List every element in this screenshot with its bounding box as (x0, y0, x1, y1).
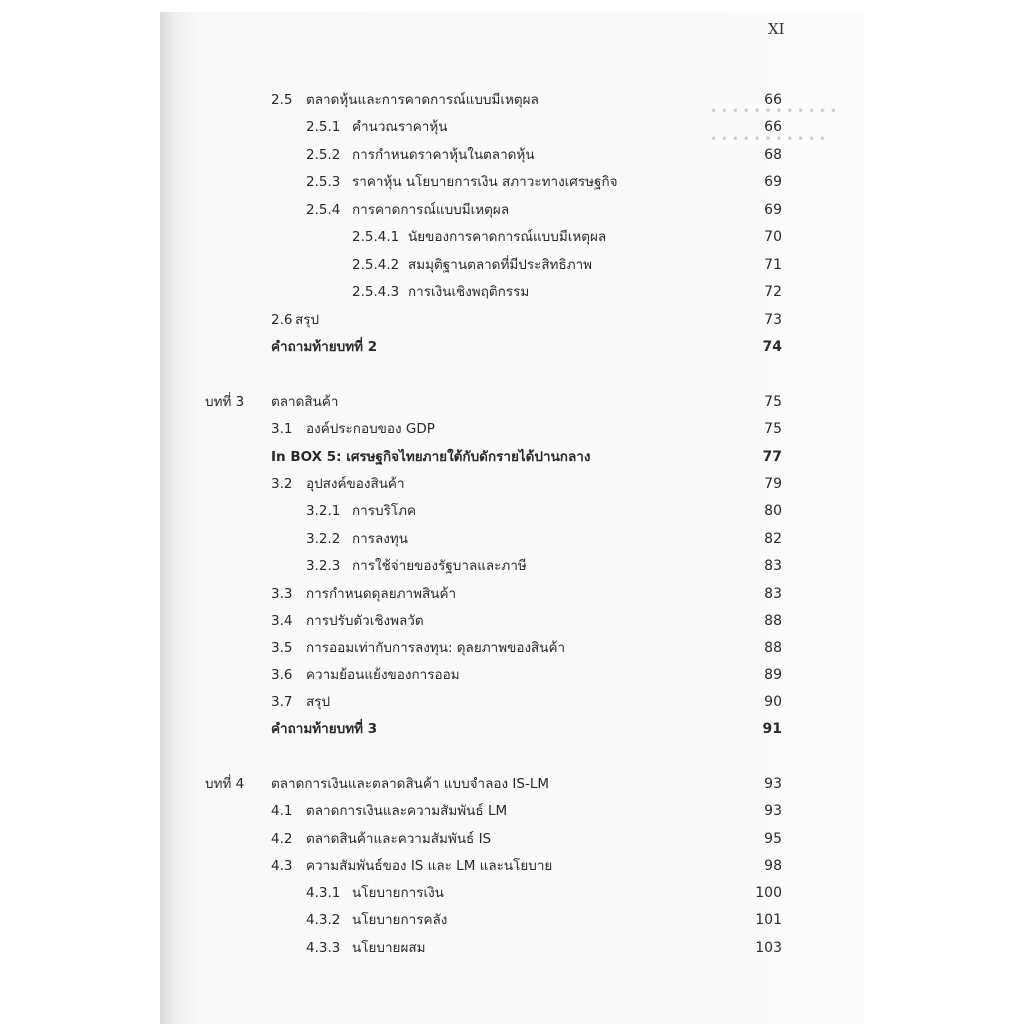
toc-title: สรุป (295, 312, 320, 328)
toc-entry (0, 418, 1024, 440)
chapter-title: ตลาดสินค้า (271, 394, 339, 410)
toc-page: 93 (764, 803, 782, 819)
toc-entry (0, 610, 1024, 632)
toc-entry (0, 882, 1024, 904)
toc-title: การกำหนดราคาหุ้นในตลาดหุ้น (352, 147, 535, 163)
toc-number: 3.6 (271, 667, 293, 683)
toc-title: นัยของการคาดการณ์แบบมีเหตุผล (408, 229, 607, 245)
toc-entry (0, 691, 1024, 713)
toc-title: นโยบายการคลัง (352, 912, 448, 928)
toc-box-entry (0, 446, 1024, 468)
toc-page: 88 (764, 613, 782, 629)
toc-page: 103 (755, 940, 782, 956)
toc-title: ความย้อนแย้งของการออม (306, 667, 460, 683)
toc-page: 98 (764, 858, 782, 874)
toc-number: 3.3 (271, 586, 293, 602)
toc-title: ตลาดการเงินและความสัมพันธ์ LM (306, 803, 508, 819)
toc-entry (0, 336, 1024, 358)
toc-entry (0, 281, 1024, 303)
toc-entry (0, 116, 1024, 138)
toc-page: 89 (764, 667, 782, 683)
toc-page: 68 (764, 147, 782, 163)
toc-entry (0, 555, 1024, 577)
toc-entry (0, 664, 1024, 686)
toc-title: การคาดการณ์แบบมีเหตุผล (352, 202, 510, 218)
toc-page: 66 (764, 119, 782, 135)
chapter-number: บทที่ 4 (205, 776, 245, 792)
toc-page: 79 (764, 476, 782, 492)
toc-entry (0, 828, 1024, 850)
toc-number: 2.5.4.1 (352, 229, 400, 245)
toc-title: ตลาดสินค้าและความสัมพันธ์ IS (306, 831, 492, 847)
toc-title: การใช้จ่ายของรัฐบาลและภาษี (352, 558, 527, 574)
toc-page: 90 (764, 694, 782, 710)
toc-title: In BOX 5: เศรษฐกิจไทยภายใต้กับดักรายได้ปานกลาง (271, 449, 591, 465)
toc-page: 80 (764, 503, 782, 519)
chapter-heading (0, 391, 1024, 413)
toc-page: 82 (764, 531, 782, 547)
toc-page: 75 (764, 394, 782, 410)
toc-entry (0, 500, 1024, 522)
toc-page: 70 (764, 229, 782, 245)
toc-page: 101 (755, 912, 782, 928)
toc-entry (0, 909, 1024, 931)
toc-number: 3.5 (271, 640, 293, 656)
toc-title: ความสัมพันธ์ของ IS และ LM และนโยบาย (306, 858, 553, 874)
chapter-title: ตลาดการเงินและตลาดสินค้า แบบจำลอง IS-LM (271, 776, 549, 792)
toc-title: องค์ประกอบของ GDP (306, 421, 435, 437)
toc-title: การลงทุน (352, 531, 408, 547)
toc-entry (0, 254, 1024, 276)
toc-page: 69 (764, 202, 782, 218)
toc-title: คำถามท้ายบทที่ 3 (271, 721, 378, 737)
toc-entry (0, 528, 1024, 550)
toc-title: ราคาหุ้น นโยบายการเงิน สภาวะทางเศรษฐกิจ (352, 174, 618, 190)
toc-page: 95 (764, 831, 782, 847)
page-number: XI (768, 20, 785, 38)
toc-title: อุปสงค์ของสินค้า (306, 476, 405, 492)
toc-number: 3.7 (271, 694, 293, 710)
toc-number: 4.3 (271, 858, 293, 874)
toc-entry (0, 800, 1024, 822)
toc-title: การกำหนดดุลยภาพสินค้า (306, 586, 457, 602)
chapter-heading (0, 773, 1024, 795)
toc-page: 88 (764, 640, 782, 656)
toc-page: 75 (764, 421, 782, 437)
toc-number: 3.2.2 (306, 531, 341, 547)
toc-number: 4.3.3 (306, 940, 341, 956)
toc-entry (0, 637, 1024, 659)
toc-title: สรุป (306, 694, 331, 710)
toc-entry (0, 144, 1024, 166)
toc-title: การบริโภค (352, 503, 417, 519)
toc-entry (0, 718, 1024, 740)
toc-title: การปรับตัวเชิงพลวัต (306, 613, 424, 629)
toc-entry (0, 89, 1024, 111)
toc-number: 4.2 (271, 831, 293, 847)
toc-number: 2.5.1 (306, 119, 341, 135)
toc-number: 4.3.2 (306, 912, 341, 928)
toc-page: 66 (764, 92, 782, 108)
toc-number: 3.1 (271, 421, 293, 437)
toc-page: 71 (764, 257, 782, 273)
toc-title: คำถามท้ายบทที่ 2 (271, 339, 378, 355)
toc-title: การเงินเชิงพฤติกรรม (408, 284, 530, 300)
toc-page: 74 (762, 339, 782, 355)
toc-number: 2.5 (271, 92, 293, 108)
toc-number: 4.1 (271, 803, 293, 819)
toc-entry (0, 937, 1024, 959)
toc-title: การออมเท่ากับการลงทุน: ดุลยภาพของสินค้า (306, 640, 566, 656)
toc-entry (0, 473, 1024, 495)
toc-number: 2.5.2 (306, 147, 341, 163)
toc-page: 83 (764, 558, 782, 574)
toc-page: 91 (762, 721, 782, 737)
toc-page: 69 (764, 174, 782, 190)
toc-title: สมมุติฐานตลาดที่มีประสิทธิภาพ (408, 257, 593, 273)
toc-number: 3.2.3 (306, 558, 341, 574)
toc-entry (0, 309, 1024, 331)
toc-page: 93 (764, 776, 782, 792)
toc-entry (0, 226, 1024, 248)
toc-entry (0, 583, 1024, 605)
toc-title: ตลาดหุ้นและการคาดการณ์แบบมีเหตุผล (306, 92, 539, 108)
toc-entry (0, 171, 1024, 193)
toc-title: นโยบายการเงิน (352, 885, 444, 901)
toc-page: 72 (764, 284, 782, 300)
chapter-number: บทที่ 3 (205, 394, 245, 410)
toc-number: 2.5.4 (306, 202, 341, 218)
toc-number: 2.5.4.3 (352, 284, 400, 300)
toc-number: 3.2.1 (306, 503, 341, 519)
toc-number: 4.3.1 (306, 885, 341, 901)
book-page: • • • • • • • • • • • • • • • • • • • • • • • (160, 12, 864, 1024)
toc-number: 2.6 (271, 312, 293, 328)
toc-title: นโยบายผสม (352, 940, 426, 956)
toc-page: 100 (755, 885, 782, 901)
toc-number: 3.2 (271, 476, 293, 492)
toc-number: 2.5.3 (306, 174, 341, 190)
toc-entry (0, 199, 1024, 221)
toc-number: 2.5.4.2 (352, 257, 400, 273)
toc-title: คำนวณราคาหุ้น (352, 119, 448, 135)
toc-page: 73 (764, 312, 782, 328)
toc-page: 83 (764, 586, 782, 602)
toc-number: 3.4 (271, 613, 293, 629)
toc-page: 77 (762, 449, 782, 465)
toc-entry (0, 855, 1024, 877)
